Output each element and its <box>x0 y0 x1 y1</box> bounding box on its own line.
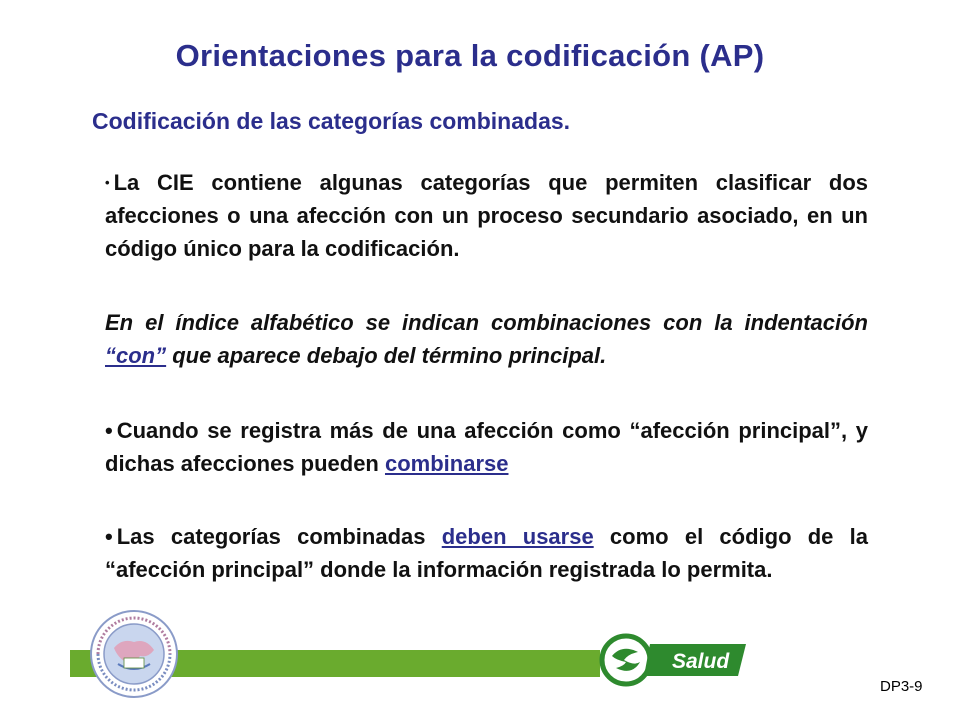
slide-subtitle: Codificación de las categorías combinadas. <box>92 108 571 134</box>
cemece-logo <box>88 608 180 700</box>
paragraph-multiple-conditions <box>105 414 868 480</box>
combinarse-link[interactable]: combinarse <box>384 451 509 476</box>
paragraph-text: que aparece debajo del término principal. <box>166 343 607 368</box>
con-link[interactable]: “con” <box>105 343 167 368</box>
deben-usarse-link[interactable]: deben usarse <box>441 524 594 549</box>
paragraph-text: La CIE contiene algunas categorías que permiten clasificar dos afecciones o una afección con un proceso secundario asociado, en un código único para la codificación. <box>105 170 868 261</box>
paragraph-text: En el índice alfabético se indican combinaciones con la indentación <box>105 310 868 335</box>
slide-number: DP3-9 <box>880 678 923 695</box>
paragraph-cie-categories <box>105 166 868 265</box>
paragraph-alphabetic-index <box>105 306 868 372</box>
bullet: • <box>105 524 113 549</box>
paragraph-text: Las categorías combinadas <box>116 524 442 549</box>
bullet: • <box>105 175 110 190</box>
paragraph-text: Cuando se registra más de una afección como “afección principal”, y dichas afecciones pueden <box>105 418 868 476</box>
salud-logo <box>598 632 750 688</box>
paragraph-text: como el código de la “afección principal” donde la información registrada lo permita. <box>105 524 868 582</box>
salud-logo-text: Salud <box>672 650 730 673</box>
slide-title: Orientaciones para la codificación (AP) <box>175 38 765 73</box>
paragraph-combined-categories <box>105 520 868 586</box>
bullet: • <box>105 418 113 443</box>
